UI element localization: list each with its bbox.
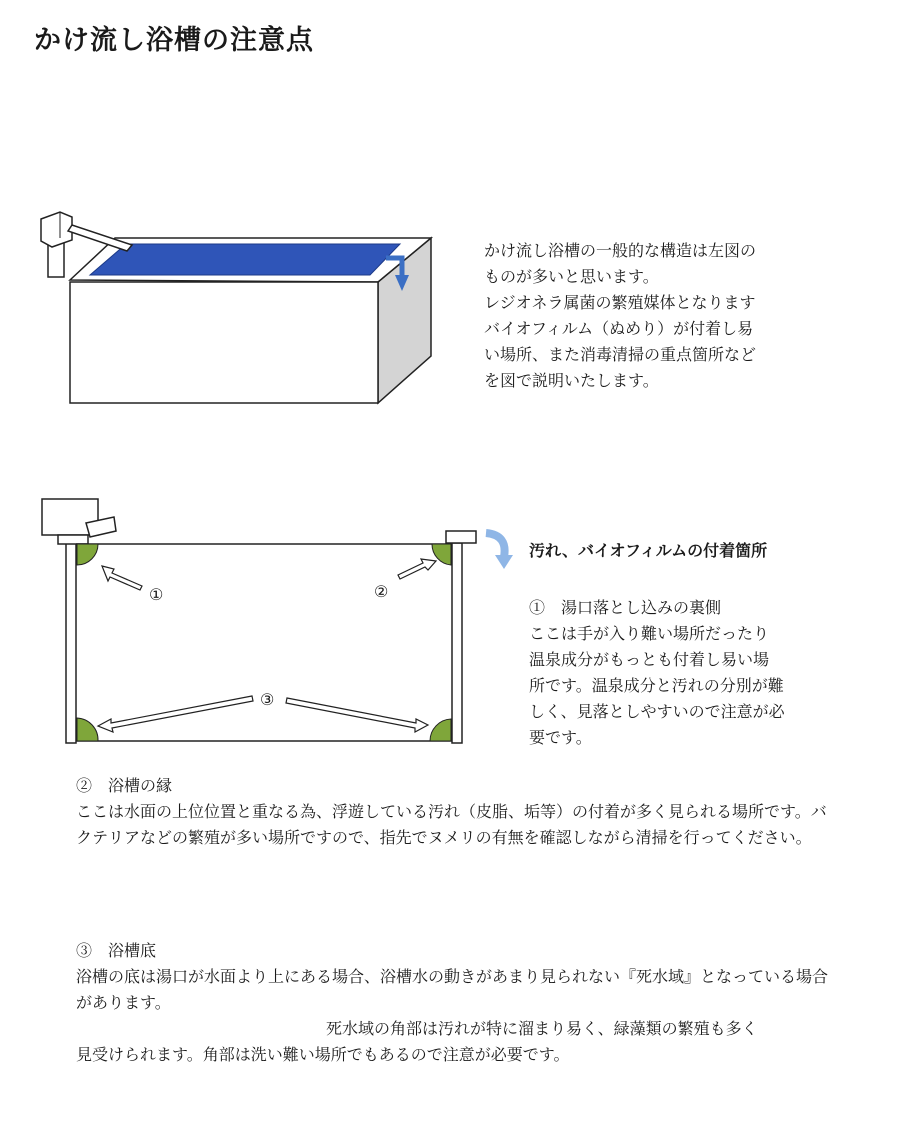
arrow-to-top-right: [398, 559, 436, 579]
tub-right-wall: [452, 543, 462, 743]
section-3-tail-2: 見受けられます。角部は洗い難い場所でもあるので注意が必要です。: [76, 1045, 570, 1064]
tub-right-cap: [446, 531, 476, 543]
diagram-label-1: ①: [149, 585, 164, 604]
page-title: かけ流し浴槽の注意点: [34, 25, 314, 56]
inlet-box: [42, 499, 116, 537]
biofilm-spot-top-left: [77, 544, 98, 565]
section-3: [76, 938, 836, 1068]
bathtub-3d-diagram: [36, 205, 436, 411]
section-2-heading: ② 浴槽の縁: [76, 776, 173, 795]
bathtub-cross-section-diagram: [36, 493, 516, 753]
arrow-to-bottom-right: [286, 698, 428, 732]
tub-left-wall: [66, 543, 76, 743]
water-surface: [90, 244, 400, 275]
section-3-body: 浴槽の底は湯口が水面より上にある場合、浴槽水の動きがあまり見られない『死水域』となっている場合があります。: [76, 967, 829, 1012]
arrow-to-top-left: [102, 566, 142, 590]
diagram-label-2: ②: [374, 582, 389, 601]
arrow-to-bottom-left: [98, 696, 253, 732]
intro-text: かけ流し浴槽の一般的な構造は左図の ものが多いと思います。 レジオネラ属菌の繁殖媒体となります バイオフィルム（ぬめり）が付着し易 い場所、また消毒清掃の重点箇所など を図で説明いたします。: [484, 241, 757, 390]
biofilm-spot-bottom-right: [430, 719, 451, 741]
section-3-heading: ③ 浴槽底: [76, 941, 157, 960]
section-2-body: ここは水面の上位位置と重なる為、浮遊している汚れ（皮脂、垢等）の付着が多く見られる場所です。バクテリアなどの繁殖が多い場所ですので、指先でヌメリの有無を確認しながら清掃を行ってください。: [76, 802, 827, 847]
tub-front-face: [70, 282, 378, 403]
section-2: [76, 773, 836, 851]
diagram-label-3: ③: [260, 690, 275, 709]
tub-left-cap: [58, 535, 88, 544]
section-1: ① 湯口落とし込みの裏側 ここは手が入り難い場所だったり 温泉成分がもっとも付着し易い場 所です。温泉成分と汚れの分別が難 しく、見落としやすいので注意が必 要です。: [529, 595, 829, 751]
section-3-tail-1: 死水域の角部は汚れが特に溜まり易く、緑藻類の繁殖も多く: [326, 1019, 758, 1038]
overflow-curved-arrow: [486, 533, 513, 569]
biofilm-spot-bottom-left: [77, 718, 98, 741]
annotation-title: 汚れ、バイオフィルムの付着箇所: [529, 541, 768, 560]
section-1-heading: ① 湯口落とし込みの裏側: [529, 598, 722, 617]
